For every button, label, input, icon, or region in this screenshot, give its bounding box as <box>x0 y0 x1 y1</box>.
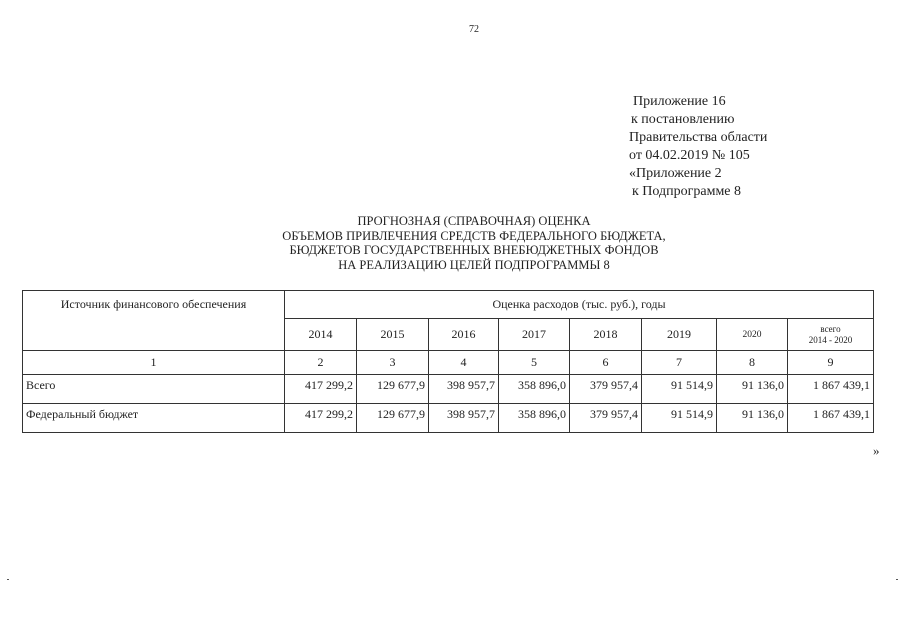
title-line: БЮДЖЕТОВ ГОСУДАРСТВЕННЫХ ВНЕБЮДЖЕТНЫХ ФОНДОВ <box>289 243 659 257</box>
total-header <box>788 319 874 351</box>
budget-table <box>22 290 874 433</box>
table-cell: 129 677,9 <box>357 375 429 404</box>
table-cell: 129 677,9 <box>357 404 429 433</box>
table-cell: 1 867 439,1 <box>788 375 874 404</box>
appendix-line: «Приложение 2 <box>629 166 722 181</box>
document-title <box>200 214 748 272</box>
table-cell: 91 514,9 <box>642 375 717 404</box>
title-line: НА РЕАЛИЗАЦИЮ ЦЕЛЕЙ ПОДПРОГРАММЫ 8 <box>338 257 610 272</box>
table-cell: 398 957,7 <box>429 375 499 404</box>
column-number: 3 <box>357 351 429 375</box>
scan-mark <box>896 579 898 580</box>
column-number: 1 <box>23 351 285 375</box>
table-cell: 398 957,7 <box>429 404 499 433</box>
table-row-federal <box>23 404 874 433</box>
column-numbers-row <box>23 351 874 375</box>
row-name: Федеральный бюджет <box>23 404 285 433</box>
table-cell: 1 867 439,1 <box>788 404 874 433</box>
table-cell: 91 136,0 <box>717 375 788 404</box>
year-header: 2019 <box>642 319 717 351</box>
column-number: 9 <box>788 351 874 375</box>
table-row-total <box>23 375 874 404</box>
appendix-line: от 04.02.2019 № 105 <box>629 148 750 163</box>
column-number: 4 <box>429 351 499 375</box>
closing-quote: » <box>873 443 880 458</box>
year-header: 2017 <box>499 319 570 351</box>
appendix-line: Приложение 16 <box>633 94 726 109</box>
year-header: 2018 <box>570 319 642 351</box>
table-cell: 417 299,2 <box>285 375 357 404</box>
table-cell: 91 136,0 <box>717 404 788 433</box>
page-number: 72 <box>469 24 479 35</box>
total-header-line: всего <box>820 323 841 334</box>
appendix-line: к постановлению <box>631 112 735 127</box>
year-header: 2016 <box>429 319 499 351</box>
column-number: 8 <box>717 351 788 375</box>
title-line: ПРОГНОЗНАЯ (СПРАВОЧНАЯ) ОЦЕНКА <box>357 214 591 228</box>
source-header: Источник финансового обеспечения <box>23 291 285 351</box>
appendix-line: Правительства области <box>629 130 768 145</box>
total-header-line: 2014 - 2020 <box>808 334 853 345</box>
table-cell: 358 896,0 <box>499 404 570 433</box>
table-cell: 379 957,4 <box>570 375 642 404</box>
table-cell: 417 299,2 <box>285 404 357 433</box>
year-header: 2020 <box>717 319 788 351</box>
scan-mark <box>7 579 9 580</box>
column-number: 7 <box>642 351 717 375</box>
appendix-block <box>629 93 767 201</box>
year-header: 2015 <box>357 319 429 351</box>
table-cell: 358 896,0 <box>499 375 570 404</box>
appendix-line: к Подпрограмме 8 <box>632 184 742 199</box>
column-number: 6 <box>570 351 642 375</box>
column-number: 5 <box>499 351 570 375</box>
year-header: 2014 <box>285 319 357 351</box>
column-number: 2 <box>285 351 357 375</box>
title-line: ОБЪЕМОВ ПРИВЛЕЧЕНИЯ СРЕДСТВ ФЕДЕРАЛЬНОГО БЮДЖЕТА, <box>282 228 666 243</box>
table-header-row <box>23 291 874 319</box>
row-name: Всего <box>23 375 285 404</box>
estimate-header: Оценка расходов (тыс. руб.), годы <box>285 291 874 319</box>
table-cell: 379 957,4 <box>570 404 642 433</box>
table-cell: 91 514,9 <box>642 404 717 433</box>
